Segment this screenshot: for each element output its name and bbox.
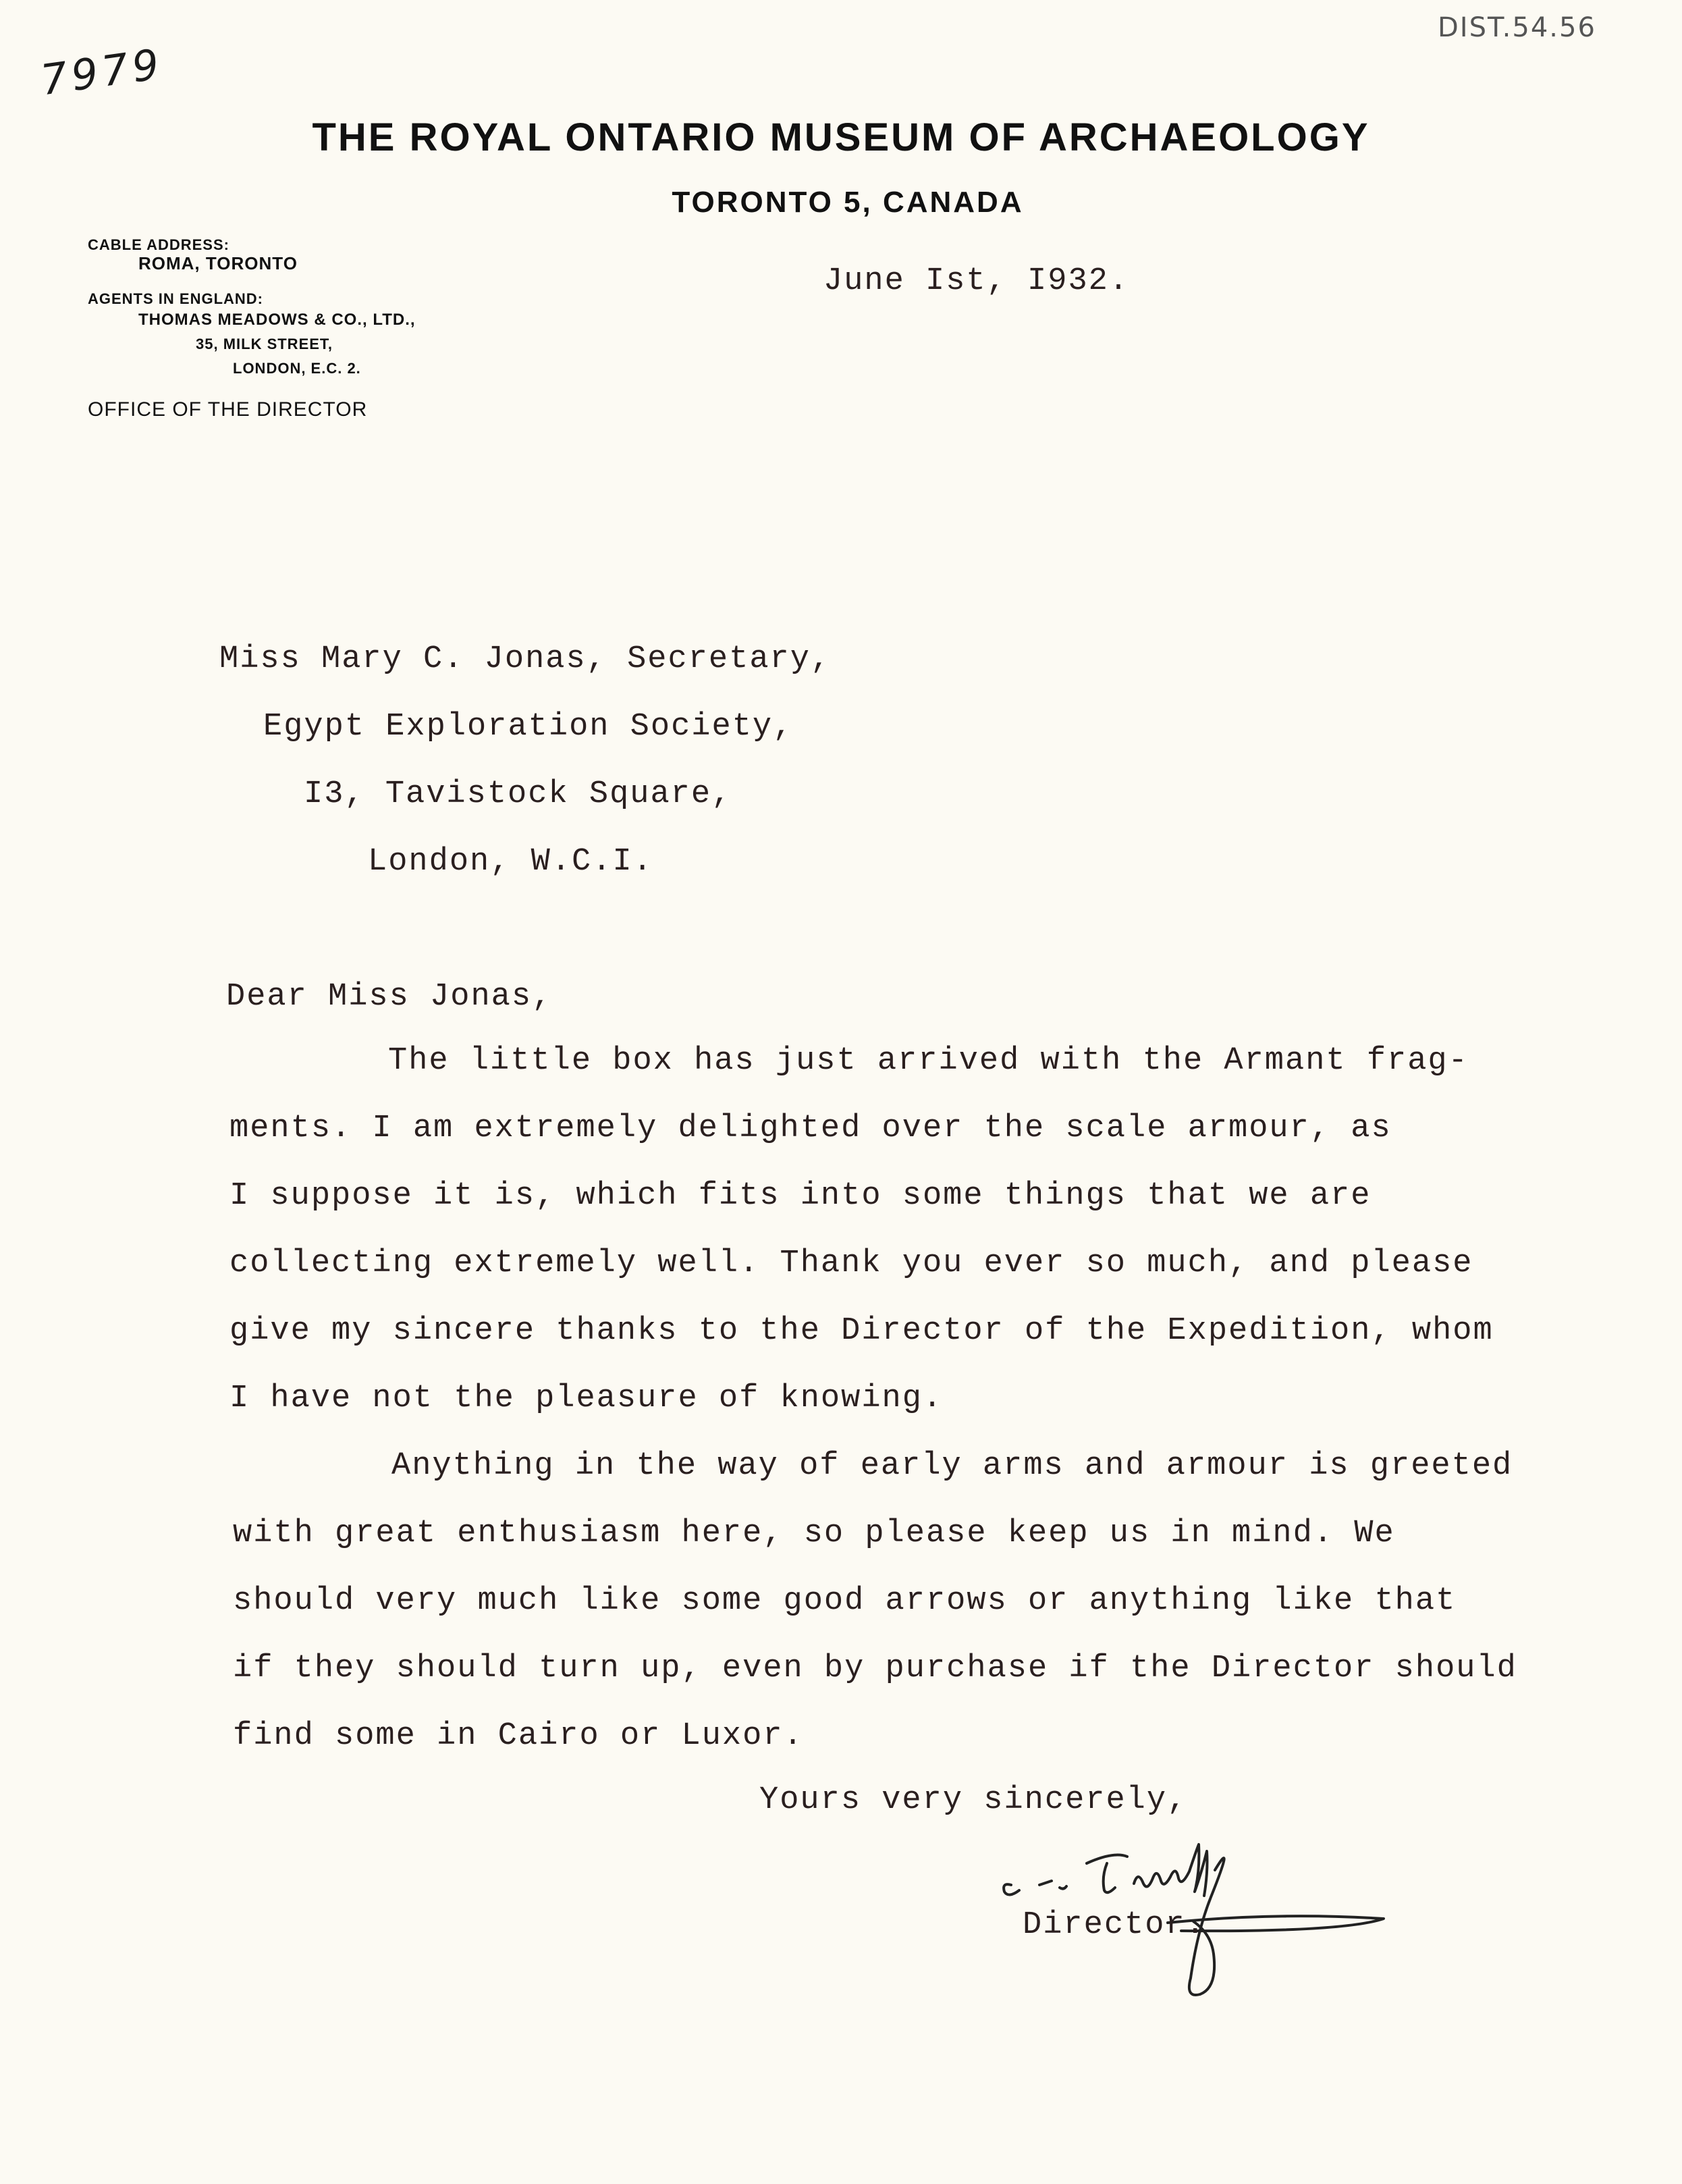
- body-line-9: should very much like some good arrows or anything like that: [233, 1583, 1457, 1619]
- letterhead-title: THE ROYAL ONTARIO MUSEUM OF ARCHAEOLOGY: [312, 115, 1370, 159]
- recipient-line-3: I3, Tavistock Square,: [304, 776, 732, 812]
- recipient-line-2: Egypt Exploration Society,: [263, 709, 794, 745]
- agents-line-2: 35, MILK STREET,: [196, 336, 333, 352]
- body-line-6: I have not the pleasure of knowing.: [229, 1381, 944, 1416]
- recipient-line-1: Miss Mary C. Jonas, Secretary,: [219, 641, 832, 677]
- body-line-1: The little box has just arrived with the Armant frag-: [388, 1043, 1469, 1079]
- letterhead-city: TORONTO 5, CANADA: [672, 186, 1024, 219]
- body-line-8: with great enthusiasm here, so please keep us in mind. We: [233, 1516, 1395, 1551]
- body-line-4: collecting extremely well. Thank you ever so much, and please: [229, 1246, 1473, 1281]
- body-line-10: if they should turn up, even by purchase if the Director should: [233, 1651, 1517, 1686]
- closing: Yours very sincerely,: [759, 1782, 1188, 1818]
- signatory-title: Director.: [1023, 1907, 1206, 1943]
- agents-line-3: LONDON, E.C. 2.: [233, 360, 361, 377]
- salutation: Dear Miss Jonas,: [226, 979, 553, 1015]
- agents-label: AGENTS IN ENGLAND:: [88, 290, 263, 307]
- handwritten-catalogue-number: 7979: [37, 38, 166, 105]
- cable-address-label: CABLE ADDRESS:: [88, 236, 229, 253]
- body-line-2: ments. I am extremely delighted over the scale armour, as: [229, 1111, 1392, 1146]
- body-line-3: I suppose it is, which fits into some things that we are: [229, 1178, 1372, 1214]
- letter-date: June Ist, I932.: [823, 263, 1130, 299]
- archive-stamp: DIST.54.56: [1438, 12, 1596, 43]
- office-of-director: OFFICE OF THE DIRECTOR: [88, 398, 368, 421]
- body-line-5: give my sincere thanks to the Director of the Expedition, whom: [229, 1313, 1494, 1349]
- body-line-11: find some in Cairo or Luxor.: [233, 1718, 804, 1754]
- body-line-7: Anything in the way of early arms and armour is greeted: [391, 1448, 1513, 1484]
- cable-address-value: ROMA, TORONTO: [138, 253, 298, 273]
- recipient-line-4: London, W.C.I.: [368, 844, 653, 880]
- agents-line-1: THOMAS MEADOWS & CO., LTD.,: [138, 311, 416, 329]
